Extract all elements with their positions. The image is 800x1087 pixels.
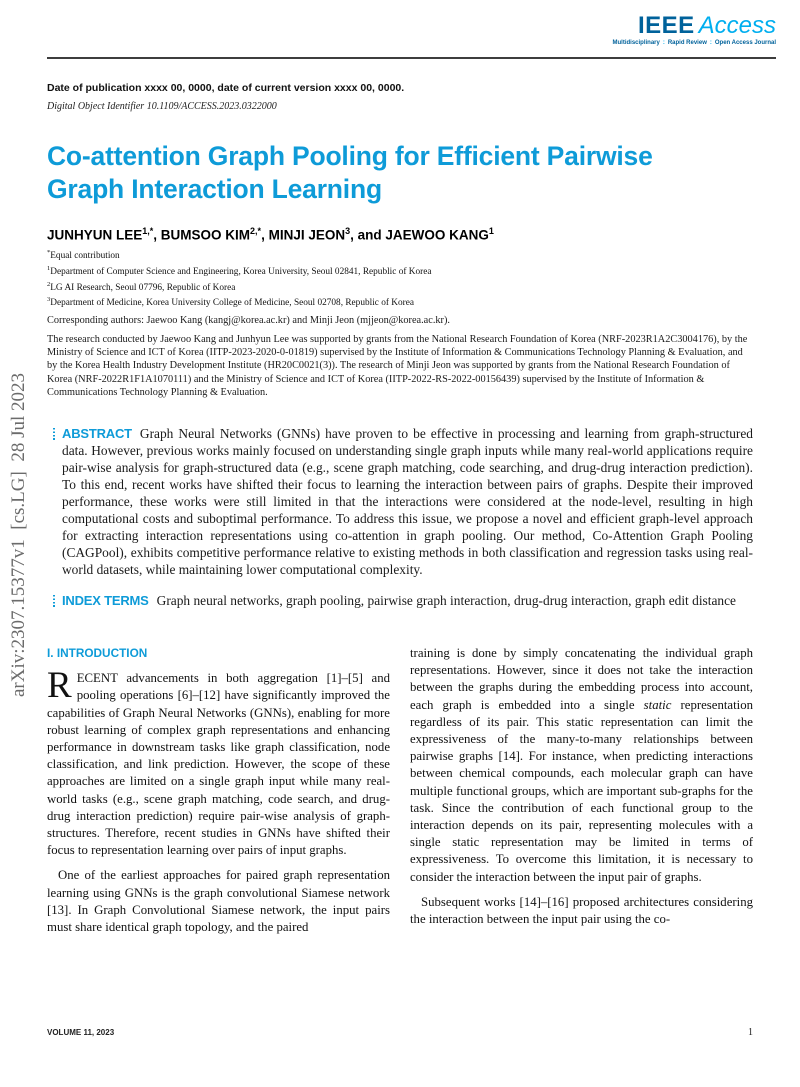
author-name: JUNHYUN LEE [47, 227, 143, 243]
tagline-part: Open Access Journal [714, 40, 776, 46]
intro-paragraph-3-text: training is done by simply concatenating the individual graph representations. However, since it does not take the interaction between the graphs during the embedding process into account, each graph is embedded into a single [410, 645, 753, 712]
byline-separator: , and [350, 227, 386, 243]
paper-title [47, 140, 753, 206]
affiliation-mark: 3 [47, 296, 51, 304]
index-terms-section [62, 592, 753, 609]
affiliation-item [47, 263, 753, 279]
logo-ieee-text: IEEE [637, 12, 695, 39]
byline-separator: , [153, 227, 161, 243]
tagline-part: Multidisciplinary [612, 40, 660, 46]
tagline-part: Rapid Review [667, 40, 707, 46]
author-name: BUMSOO KIM [160, 227, 251, 243]
affiliation-mark: 2 [47, 280, 51, 288]
doi-line: Digital Object Identifier 10.1109/ACCESS.2023.0322000 [47, 101, 277, 112]
emphasized-word: static [643, 697, 672, 712]
author-name: JAEWOO KANG [385, 227, 489, 243]
abstract-text: Graph Neural Networks (GNNs) have proven to be effective in processing and learning from graph-structured data. However, previous works mainly focused on understanding single graph inputs while many real-world applications require pair-wise analysis for graph-structured data (e.g., scene graph matching, code searching, and drug-drug interaction prediction). To this end, recent works have shifted their focus to learning the interaction between pairs of graphs. Despite their improved performance, these works were still limited in that the interactions were considered at the node-level, resulting in high computational costs and suboptimal performance. To address this issue, we propose a novel and efficient graph-level approach for extracting interaction representations using co-attention in graph pooling. Our method, Co-Attention Graph Pooling (CAGPool), exhibits competitive performance relative to existing methods in both classification and regression tasks using real-world datasets, while maintaining lower computational complexity. [62, 425, 753, 577]
right-column [410, 645, 753, 936]
intro-paragraph-3 [410, 645, 753, 886]
affiliation-text: LG AI Research, Seoul 07796, Republic of Korea [50, 282, 236, 293]
index-terms-label: INDEX TERMS [62, 592, 149, 608]
drop-cap: R [47, 665, 72, 707]
paper-title-line1: Co-attention Graph Pooling for Efficient Pairwise [47, 141, 653, 171]
intro-paragraph-4: Subsequent works [14]–[16] proposed architectures considering the interaction between the input pair using the co- [410, 894, 753, 927]
affiliation-text: Department of Computer Science and Engineering, Korea University, Seoul 02841, Republic of Korea [50, 267, 432, 277]
intro-paragraph-1 [47, 665, 390, 859]
author-affiliation-mark: 3 [345, 225, 351, 236]
author-name: MINJI JEON [268, 227, 346, 243]
page-number: 1 [748, 1027, 753, 1038]
author-affiliation-mark: 2,* [250, 225, 262, 236]
abstract-label: ABSTRACT [62, 425, 132, 441]
byline-separator: , [261, 227, 269, 243]
affiliation-text: Equal contribution [50, 251, 120, 262]
affiliation-text: Department of Medicine, Korea University College of Medicine, Seoul 02708, Republic of Korea [50, 298, 415, 309]
author-affiliation-mark: 1,* [142, 225, 154, 236]
intro-paragraph-1-text: ECENT advancements in both aggregation [1]–[5] and pooling operations [6]–[12] have significantly improved the capabilities of Graph Neural Networks (GNNs), enabling for more robust learning of complex graph representations and enhancing performance in downstream tasks like graph classification, node classification, and link prediction. However, the scope of these approaches are limited on a single graph input while many real-world tasks (e.g., scene graph matching, code search, and drug-drug interaction prediction) require pair-wise analysis of graph-structures. Therefore, recent studies in GNNs have shifted their focus to representation learning over pairs of input graphs. [47, 671, 390, 858]
tagline-separator: : [709, 40, 712, 46]
corresponding-authors-line: Corresponding authors: Jaewoo Kang (kangj@korea.ac.kr) and Minji Jeon (mjjeon@korea.ac.kr). [47, 314, 450, 326]
affiliation-mark: 1 [47, 264, 51, 272]
two-column-body [47, 645, 753, 936]
intro-paragraph-3-text: representation regardless of its pair. This static representation can limit the expressiveness of the many-to-many relationships between pairwise graphs [14]. For instance, when predicting interactions between chemical compounds, each molecular graph can have multiple functional groups, which are important sub-graphs for the task. Since the contribution of each functional group to the interaction depends on its pair, representing molecules with a single static representation may be limited in terms of expressiveness. To overcome this limitation, it is necessary to consider the interaction between the input pair of graphs. [410, 697, 754, 884]
abstract-section [62, 425, 753, 578]
intro-paragraph-2: One of the earliest approaches for paired graph representation learning using GNNs is the graph convolutional Siamese network [13]. In Graph Convolutional Siamese network, the input pairs must share identical graph topology, and the paired [47, 868, 390, 935]
funding-acknowledgment: The research conducted by Jaewoo Kang and Junhyun Lee was supported by grants from the National Research Foundation of Korea (NRF-2023R1A2C3004176), by the Ministry of Science and ICT of Korea (IITP-2023-2020-0-01819) supervised by the Institute of Information & Communications Technology Planning & Evaluation, and by the Korea Health Industry Development Institute (HR20C0021(3)). The research of Minji Jeon was supported by grants from the National Research Foundation of Korea (NRF-2022R1F1A1070111) and the Ministry of Science and ICT of Korea (IITP-2022-RS-2022-00156439) supervised by the Institute of Information & Communications Technology Planning & Evaluation. [47, 333, 748, 398]
tagline-separator: : [662, 40, 665, 46]
page-footer [47, 1027, 753, 1038]
author-affiliation-mark: 1 [488, 225, 494, 236]
affiliation-item [47, 294, 753, 310]
affiliation-equal-contribution [47, 247, 753, 263]
publication-date-line: Date of publication xxxx 00, 0000, date of current version xxxx 00, 0000. [47, 82, 405, 94]
left-column [47, 645, 390, 936]
section-heading-introduction: I. INTRODUCTION [47, 645, 148, 660]
index-terms-dotted-marker-icon [53, 595, 55, 608]
abstract-dotted-marker-icon [53, 428, 55, 441]
arxiv-watermark: arXiv:2307.15377v1 [cs.LG] 28 Jul 2023 [8, 372, 29, 698]
paper-title-line2: Graph Interaction Learning [47, 173, 382, 204]
affiliations-list [47, 247, 753, 310]
affiliation-item [47, 279, 753, 295]
affiliation-mark: * [47, 249, 51, 257]
logo-access-text: Access [698, 12, 776, 39]
index-terms-text: Graph neural networks, graph pooling, pairwise graph interaction, drug-drug interaction, graph edit distance [156, 592, 736, 608]
article-content [47, 0, 753, 936]
author-byline [47, 226, 753, 243]
footer-volume-label: VOLUME 11, 2023 [47, 1028, 115, 1037]
